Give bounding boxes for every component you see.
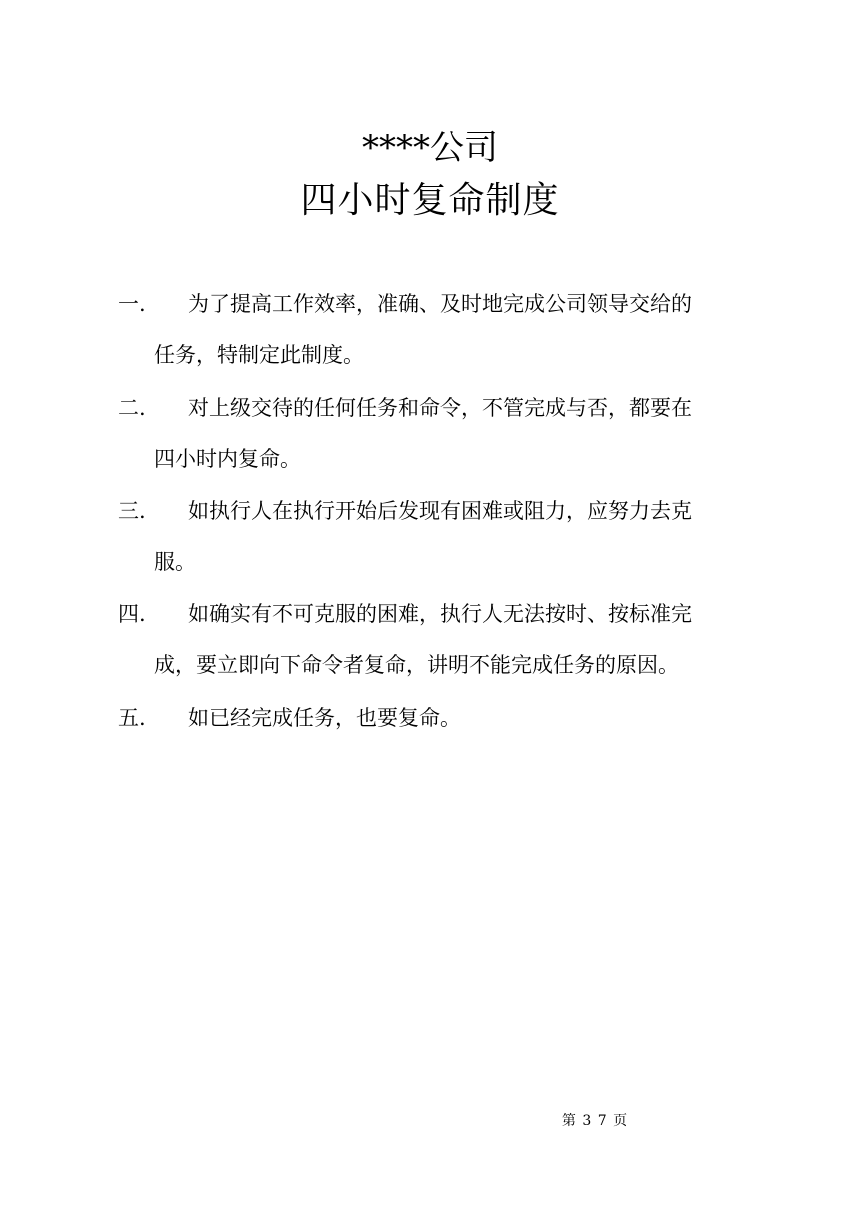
clause-text-line: 如执行人在执行开始后发现有困难或阻力，应努力去克 [188,499,692,523]
clause-text-line: 为了提高工作效率，准确、及时地完成公司领导交给的 [188,292,692,316]
clause-text-line: 四小时内复命。 [154,447,301,471]
clause-number: 三. [118,499,146,523]
clause-text-line: 如确实有不可克服的困难，执行人无法按时、按标准完 [188,602,692,626]
clause-text-line: 任务，特制定此制度。 [154,343,364,367]
clause-text-line: 对上级交待的任何任务和命令，不管完成与否，都要在 [188,396,692,420]
company-title: ****公司 [362,128,498,168]
clause-text-line: 如已经完成任务，也要复命。 [188,706,461,730]
clause-number: 五. [118,706,146,730]
clause-text-line: 服。 [154,550,196,574]
page-number: 第 3 7 页 [561,1113,629,1129]
clause-number: 一. [118,292,146,316]
page-title: 四小时复命制度 [300,180,560,221]
clause-number: 二. [118,396,146,420]
clause-number: 四. [118,602,146,626]
clause-text-line: 成，要立即向下命令者复命，讲明不能完成任务的原因。 [154,653,679,677]
